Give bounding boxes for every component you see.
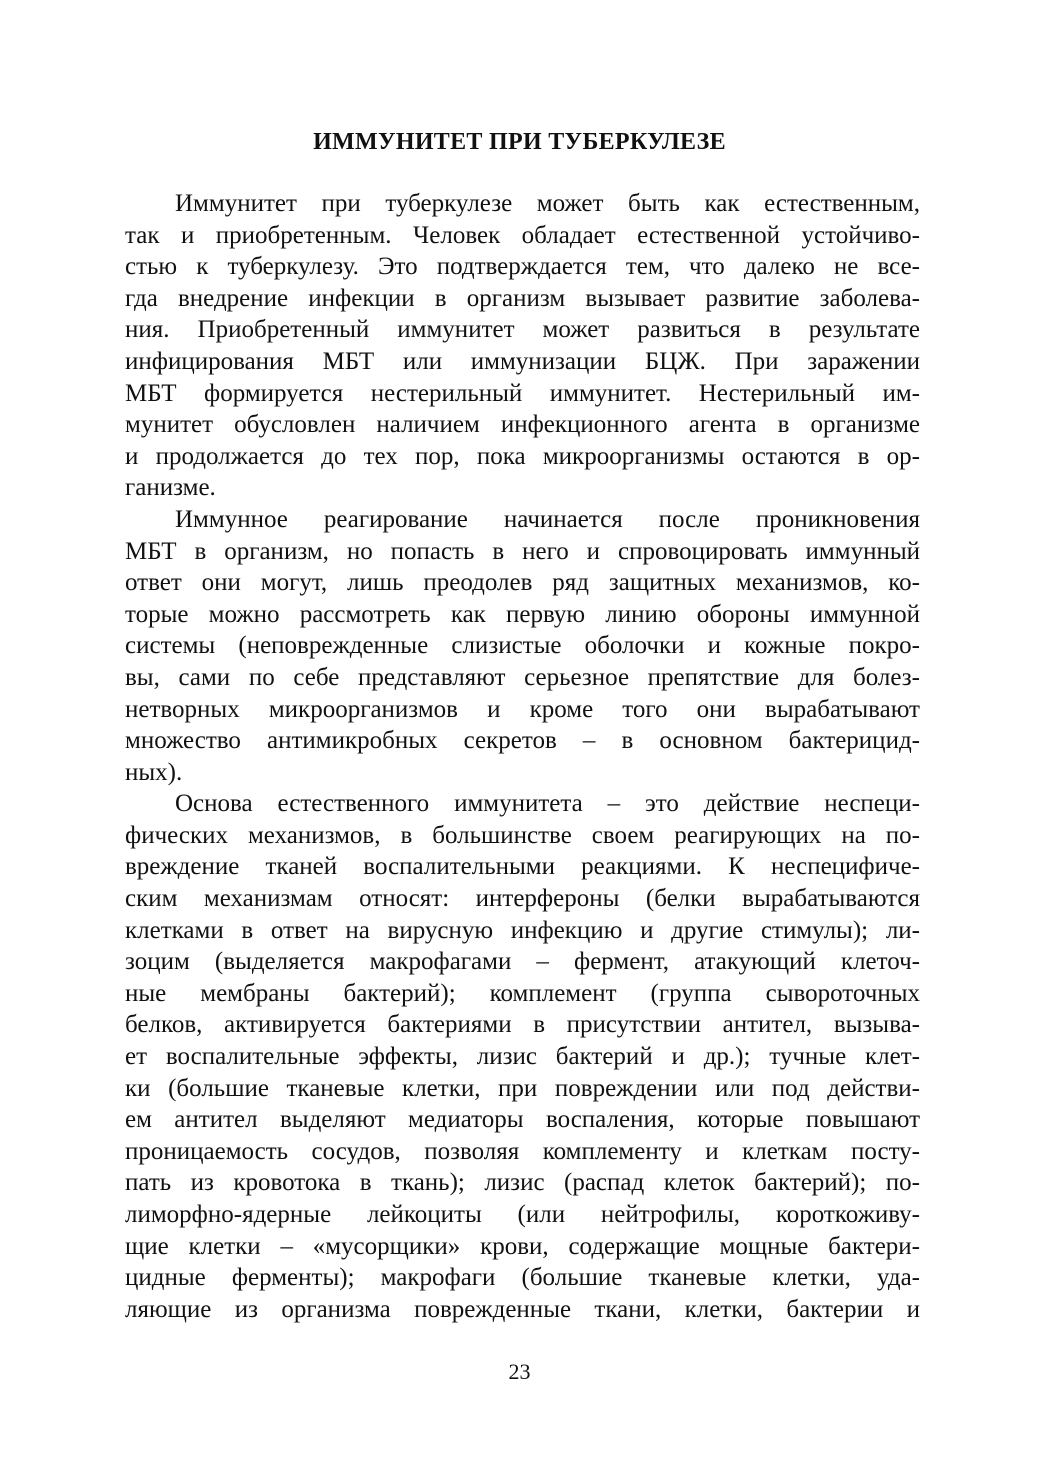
text-line: ния. Приобретенный иммунитет может развиться в результате [125, 316, 920, 344]
text-line: вреждение тканей воспалительными реакциями. К неспецифиче- [125, 853, 920, 881]
text-line: торые можно рассмотреть как первую линию обороны иммунной [125, 600, 920, 628]
text-line: инфицирования МБТ или иммунизации БЦЖ. При заражении [125, 347, 920, 375]
text-line: нетворных микроорганизмов и кроме того они вырабатывают [125, 695, 920, 723]
text-line: МБТ формируется нестерильный иммунитет. Нестерильный им- [125, 379, 920, 407]
text-line: цидные ферменты); макрофаги (большие тканевые клетки, уда- [125, 1264, 920, 1292]
text-line: вы, сами по себе представляют серьезное препятствие для болез- [125, 663, 920, 691]
text-line: стью к туберкулезу. Это подтверждается тем, что далеко не все- [125, 253, 920, 281]
text-line: клетками в ответ на вирусную инфекцию и другие стимулы); ли- [125, 916, 920, 944]
text-line: системы (неповрежденные слизистые оболочки и кожные покро- [125, 632, 920, 660]
body-text [125, 188, 920, 1325]
paragraph [125, 504, 920, 788]
text-line: МБТ в организм, но попасть в него и спровоцировать иммунный [125, 537, 920, 565]
text-line: ганизме. [125, 474, 216, 502]
text-line: и продолжается до тех пор, пока микроорганизмы остаются в ор- [125, 442, 920, 470]
text-line: проницаемость сосудов, позволяя комплементу и клеткам посту- [125, 1137, 920, 1165]
text-line: множество антимикробных секретов – в основном бактерицид- [125, 727, 920, 755]
text-line: ные мембраны бактерий); комплемент (группа сывороточных [125, 979, 920, 1007]
text-line: ляющие из организма поврежденные ткани, клетки, бактерии и [125, 1295, 920, 1323]
text-line: фических механизмов, в большинстве своем реагирующих на по- [125, 821, 920, 849]
page-number: 23 [508, 1359, 531, 1384]
text-line: гда внедрение инфекции в организм вызывает развитие заболева- [125, 284, 920, 312]
text-line: ем антител выделяют медиаторы воспаления, которые повышают [125, 1106, 920, 1134]
text-line: так и приобретенным. Человек обладает естественной устойчиво- [125, 221, 920, 249]
page-title: ИММУНИТЕТ ПРИ ТУБЕРКУЛЕЗЕ [313, 129, 726, 155]
text-line: Иммунное реагирование начинается после проникновения [175, 505, 920, 533]
text-line: Основа естественного иммунитета – это действие неспеци- [175, 790, 920, 818]
text-line: ки (большие тканевые клетки, при повреждении или под действи- [125, 1074, 920, 1102]
text-line: щие клетки – «мусорщики» крови, содержащие мощные бактери- [125, 1232, 920, 1260]
text-line: лиморфно-ядерные лейкоциты (или нейтрофилы, короткоживу- [125, 1201, 920, 1228]
text-line: ных). [125, 758, 183, 786]
paragraph [125, 788, 920, 1325]
text-line: мунитет обусловлен наличием инфекционного агента в организме [125, 411, 920, 439]
text-line: ет воспалительные эффекты, лизис бактерий и др.); тучные клет- [125, 1043, 920, 1071]
text-line: белков, активируется бактериями в присутствии антител, вызыва- [125, 1011, 920, 1039]
text-line: зоцим (выделяется макрофагами – фермент, атакующий клеточ- [125, 948, 920, 976]
paragraph [125, 188, 920, 504]
text-line: пать из кровотока в ткань); лизис (распад клеток бактерий); по- [125, 1169, 920, 1197]
text-line: Иммунитет при туберкулезе может быть как естественным, [175, 190, 920, 217]
text-line: ответ они могут, лишь преодолев ряд защитных механизмов, ко- [125, 569, 920, 597]
text-line: ским механизмам относят: интерфероны (белки вырабатываются [125, 885, 920, 913]
